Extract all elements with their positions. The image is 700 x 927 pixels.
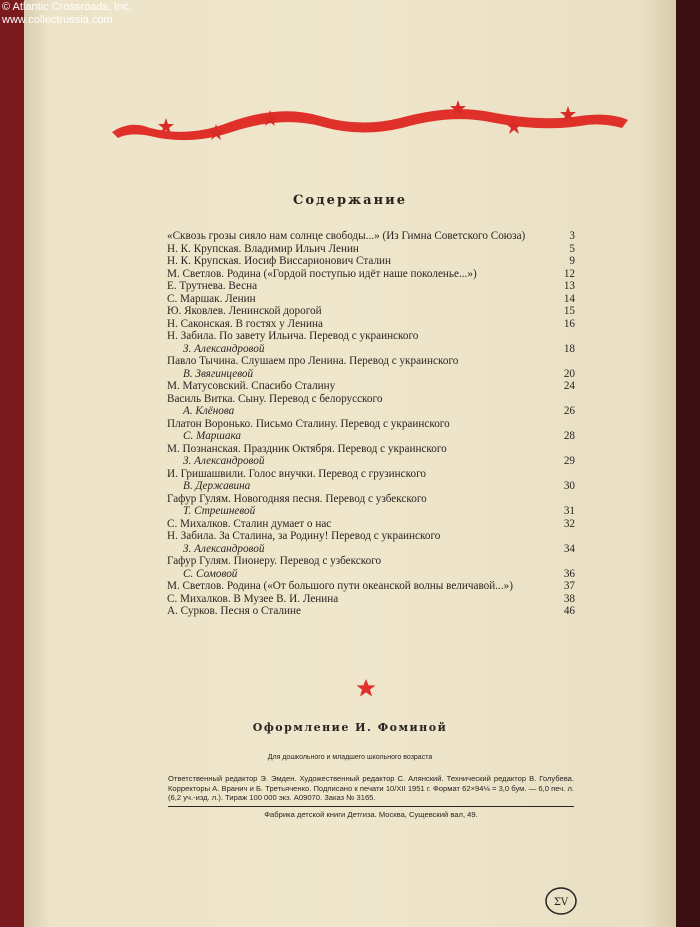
toc-entry-title: Н. Саконская. В гостях у Ленина	[167, 317, 323, 330]
toc-entry-page: 37	[563, 580, 575, 592]
toc-entry-body	[167, 493, 551, 518]
toc-entry-page: 38	[563, 592, 575, 605]
toc-entry-title: А. Сурков. Песня о Сталине	[167, 605, 301, 617]
toc-entry-translator: З. Александровой	[183, 342, 265, 355]
design-credit: Оформление И. Фоминой	[252, 721, 448, 734]
toc-entry-body	[167, 393, 551, 418]
toc-entry-page: 28	[563, 430, 575, 442]
toc-entry	[167, 293, 575, 306]
toc-entry-page: 5	[569, 242, 575, 255]
toc-entry	[167, 380, 575, 393]
toc-entry	[167, 593, 575, 606]
toc-entry-page: 20	[563, 367, 575, 380]
toc-entry-body	[167, 530, 551, 555]
toc-entry-translator: А. Клёнова	[183, 405, 235, 417]
toc-entry-title: Н. К. Крупская. Иосиф Виссарионович Сталин	[167, 255, 391, 267]
book-gutter	[676, 0, 700, 927]
toc-entry-page: 14	[563, 292, 575, 305]
toc-entry-body	[167, 555, 551, 580]
ribbon-stars-ornament	[110, 98, 630, 148]
toc-entry	[167, 493, 575, 518]
toc-entry-body	[167, 418, 551, 443]
toc-entry-title: Платон Воронько. Письмо Сталину. Перевод с украинского	[167, 417, 450, 430]
toc-entry	[167, 530, 575, 555]
toc-entry-translator: В. Державина	[183, 480, 251, 492]
toc-entry	[167, 230, 575, 243]
toc-entry-body	[167, 355, 551, 380]
toc-entry	[167, 443, 575, 468]
toc-entry-title: Н. Забила. За Сталина, за Родину! Перевод с украинского	[167, 530, 441, 542]
toc-entry-translator: Т. Стрешневой	[183, 505, 256, 517]
page-title: Содержание	[292, 193, 408, 208]
toc-entry-title: С. Михалков. Сталин думает о нас	[167, 517, 332, 530]
toc-entry-title: Василь Витка. Сыну. Перевод с белорусского	[167, 392, 383, 405]
toc-entry	[167, 255, 575, 268]
toc-entry-translator: С. Сомовой	[183, 567, 238, 580]
toc-entry	[167, 605, 575, 618]
toc-entry	[167, 305, 575, 318]
watermark-line2: www.collectrussia.com	[2, 14, 113, 26]
toc-entry-page: 31	[563, 505, 575, 517]
toc-entry-title: «Сквозь грозы сияло нам солнце свободы...» (Из Гимна Советского Союза)	[167, 230, 526, 242]
toc-entry-page: 12	[563, 267, 575, 280]
toc-entry-title: М. Познанская. Праздник Октября. Перевод с украинского	[167, 442, 447, 455]
toc-entry-page: 36	[563, 567, 575, 580]
ribbon-icon	[112, 109, 628, 140]
toc-entry-title: М. Светлов. Родина («От большого пути океанской волны величавой...»)	[167, 580, 513, 592]
toc-entry-title: М. Матусовский. Спасибо Сталину	[167, 380, 336, 392]
watermark-line1: © Atlantic Crossroads, Inc.	[2, 1, 132, 13]
toc-entry	[167, 355, 575, 380]
toc-entry-title: Е. Трутнева. Весна	[167, 280, 258, 292]
toc-entry-page: 16	[563, 317, 575, 330]
toc-entry-title: М. Светлов. Родина («Гордой поступью идёт наше поколенье...»)	[167, 267, 477, 280]
toc-entry-title: Гафур Гулям. Пионеру. Перевод с узбекского	[167, 555, 382, 567]
table-of-contents	[167, 230, 575, 618]
toc-entry	[167, 330, 575, 355]
toc-entry-title: Ю. Яковлев. Ленинской дорогой	[167, 305, 322, 317]
toc-entry	[167, 268, 575, 281]
toc-entry-page: 46	[563, 605, 575, 617]
toc-entry-page: 3	[569, 230, 575, 242]
toc-entry-page: 34	[563, 542, 575, 555]
toc-entry-title: С. Маршак. Ленин	[167, 292, 256, 305]
factory-line: Фабрика детской книги Детгиза. Москва, Сущевский вал, 49.	[264, 810, 478, 819]
toc-entry	[167, 418, 575, 443]
toc-entry-translator: З. Александровой	[183, 542, 265, 555]
toc-entry	[167, 243, 575, 256]
publisher-mark-icon	[544, 886, 578, 916]
toc-entry-title: Павло Тычина. Слушаем про Ленина. Перевод с украинского	[167, 355, 459, 367]
toc-entry-title: Н. К. Крупская. Владимир Ильич Ленин	[167, 242, 359, 255]
toc-entry-body	[167, 443, 551, 468]
svg-text:ΣV: ΣV	[553, 897, 569, 908]
toc-entry-translator: С. Маршака	[183, 430, 241, 442]
imprint: Ответственный редактор Э. Эмден. Художественный редактор С. Алянский. Технический редактор В. Голубева. Корректоры А. Вранич и Б. Третьяченко. Подписано к печати 10/XII 1951 г. Формат 62×94⅛ = 3,0 бум. — 6,0 печ. л. (6,2 уч.-изд. л.). Тираж 100 000 экз. А09070. Заказ № 3165.	[168, 774, 574, 803]
toc-entry-body	[167, 468, 551, 493]
toc-entry-title: Гафур Гулям. Новогодняя песня. Перевод с узбекского	[167, 492, 427, 505]
toc-entry-title: Н. Забила. По завету Ильича. Перевод с украинского	[167, 330, 419, 342]
divider	[168, 806, 574, 807]
toc-entry	[167, 468, 575, 493]
toc-entry-page: 9	[569, 255, 575, 267]
red-star-icon	[356, 678, 376, 698]
toc-entry-title: С. Михалков. В Музее В. И. Ленина	[167, 592, 339, 605]
age-note: Для дошкольного и младшего школьного возраста	[267, 754, 433, 761]
toc-entry	[167, 393, 575, 418]
watermark	[2, 1, 132, 27]
toc-entry-title: И. Гришашвили. Голос внучки. Перевод с грузинского	[167, 467, 426, 480]
toc-entry	[167, 580, 575, 593]
toc-entry-page: 29	[563, 455, 575, 467]
toc-entry-page: 30	[563, 480, 575, 492]
toc-entry	[167, 318, 575, 331]
toc-entry-translator: З. Александровой	[183, 455, 265, 467]
toc-entry-page: 18	[563, 342, 575, 355]
toc-entry-page: 15	[563, 305, 575, 317]
toc-entry-page: 13	[563, 280, 575, 292]
toc-entry	[167, 280, 575, 293]
toc-entry-translator: В. Звягинцевой	[183, 367, 254, 380]
toc-entry-body	[167, 330, 551, 355]
toc-entry-page: 24	[563, 380, 575, 392]
toc-entry-page: 26	[563, 405, 575, 417]
toc-entry	[167, 518, 575, 531]
toc-entry-page: 32	[563, 517, 575, 530]
toc-entry	[167, 555, 575, 580]
